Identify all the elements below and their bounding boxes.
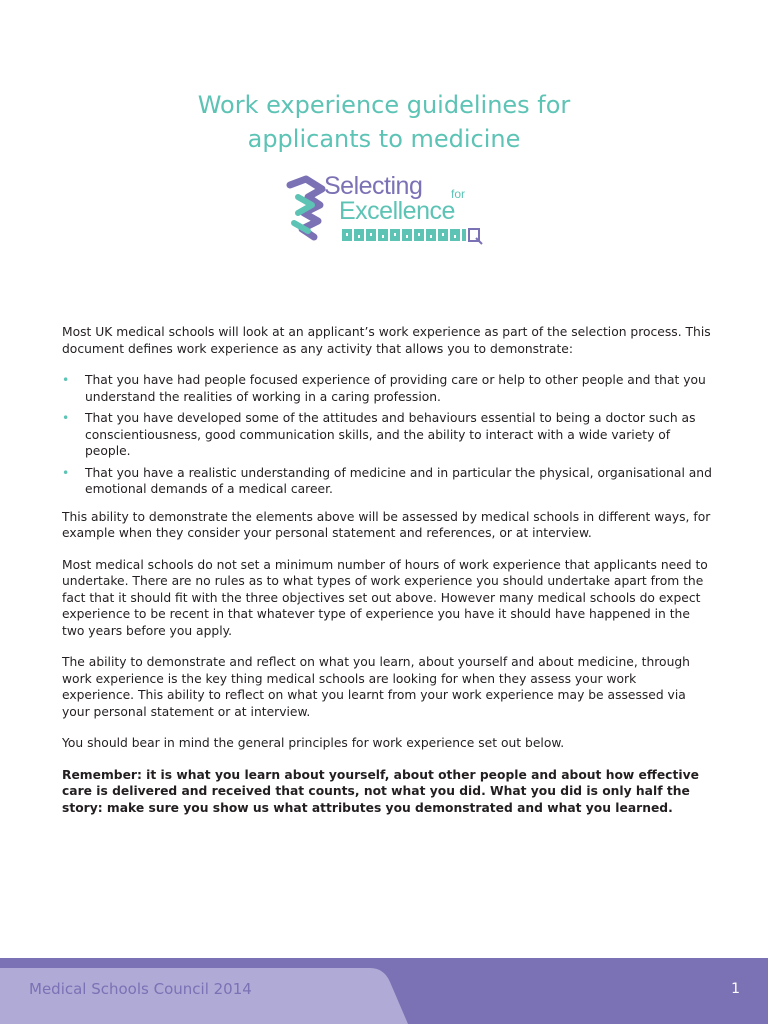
hours-paragraph: Most medical schools do not set a minimum number of hours of work experience that applicants need to undertake. There are no rules as to what types of work experience you should undertake apart from the fact that it should fit with the three objectives set out above. However many medical schools do expect experience to be recent in that whatever type of experience you have it should have happened in the two years before you apply. — [62, 557, 708, 638]
intro-paragraph: Most UK medical schools will look at an applicant’s work experience as part of the selection process. This document defines work experience as any activity that allows you to demonstrate: — [62, 325, 711, 356]
list-item — [62, 410, 712, 460]
objectives-list — [62, 372, 712, 498]
reflection-paragraph: The ability to demonstrate and reflect on what you learn, about yourself and about medicine, through work experience is the key thing medical schools are looking for when they assess your work experience. This ability to reflect on what you learnt from your work experience may be assessed via your personal statement or at interview. — [62, 655, 690, 719]
page-title — [0, 88, 768, 156]
list-item-text: That you have had people focused experience of providing care or help to other people and that you understand the realities of working in a caring profession. — [85, 373, 706, 404]
assessment-paragraph: This ability to demonstrate the elements above will be assessed by medical schools in different ways, for example when they consider your personal statement and references, or at interview. — [62, 509, 711, 540]
list-item-text: That you have a realistic understanding of medicine and in particular the physical, organisational and emotional demands of a medical career. — [85, 465, 712, 496]
principles-paragraph: You should bear in mind the general principles for work experience set out below. — [62, 736, 565, 750]
remember-paragraph: Remember: it is what you learn about yourself, about other people and about how effective care is delivered and received that counts, not what you did. What you did is only half the story: make sure you show us what attributes you demonstrated and what you learned. — [62, 767, 699, 815]
list-item — [62, 372, 712, 405]
logo-text-excellence: Excellence — [339, 197, 455, 225]
list-item — [62, 465, 712, 498]
title-line-2: applicants to medicine — [247, 125, 521, 153]
page-number: 1 — [731, 981, 740, 997]
footer-label: Medical Schools Council 2014 — [29, 980, 252, 998]
selecting-for-excellence-logo — [284, 172, 490, 253]
title-line-1: Work experience guidelines for — [197, 91, 571, 119]
bullet-icon: • — [62, 411, 70, 425]
logo-text-selecting: Selecting — [324, 172, 423, 200]
list-item-text: That you have developed some of the attitudes and behaviours essential to being a doctor such as conscientiousness, good communication skills, and the ability to interact with a wide variety of people. — [85, 411, 696, 458]
logo-text-for: for — [451, 187, 466, 201]
document-body — [62, 324, 712, 831]
bullet-icon: • — [62, 373, 70, 387]
bullet-icon: • — [62, 465, 70, 480]
